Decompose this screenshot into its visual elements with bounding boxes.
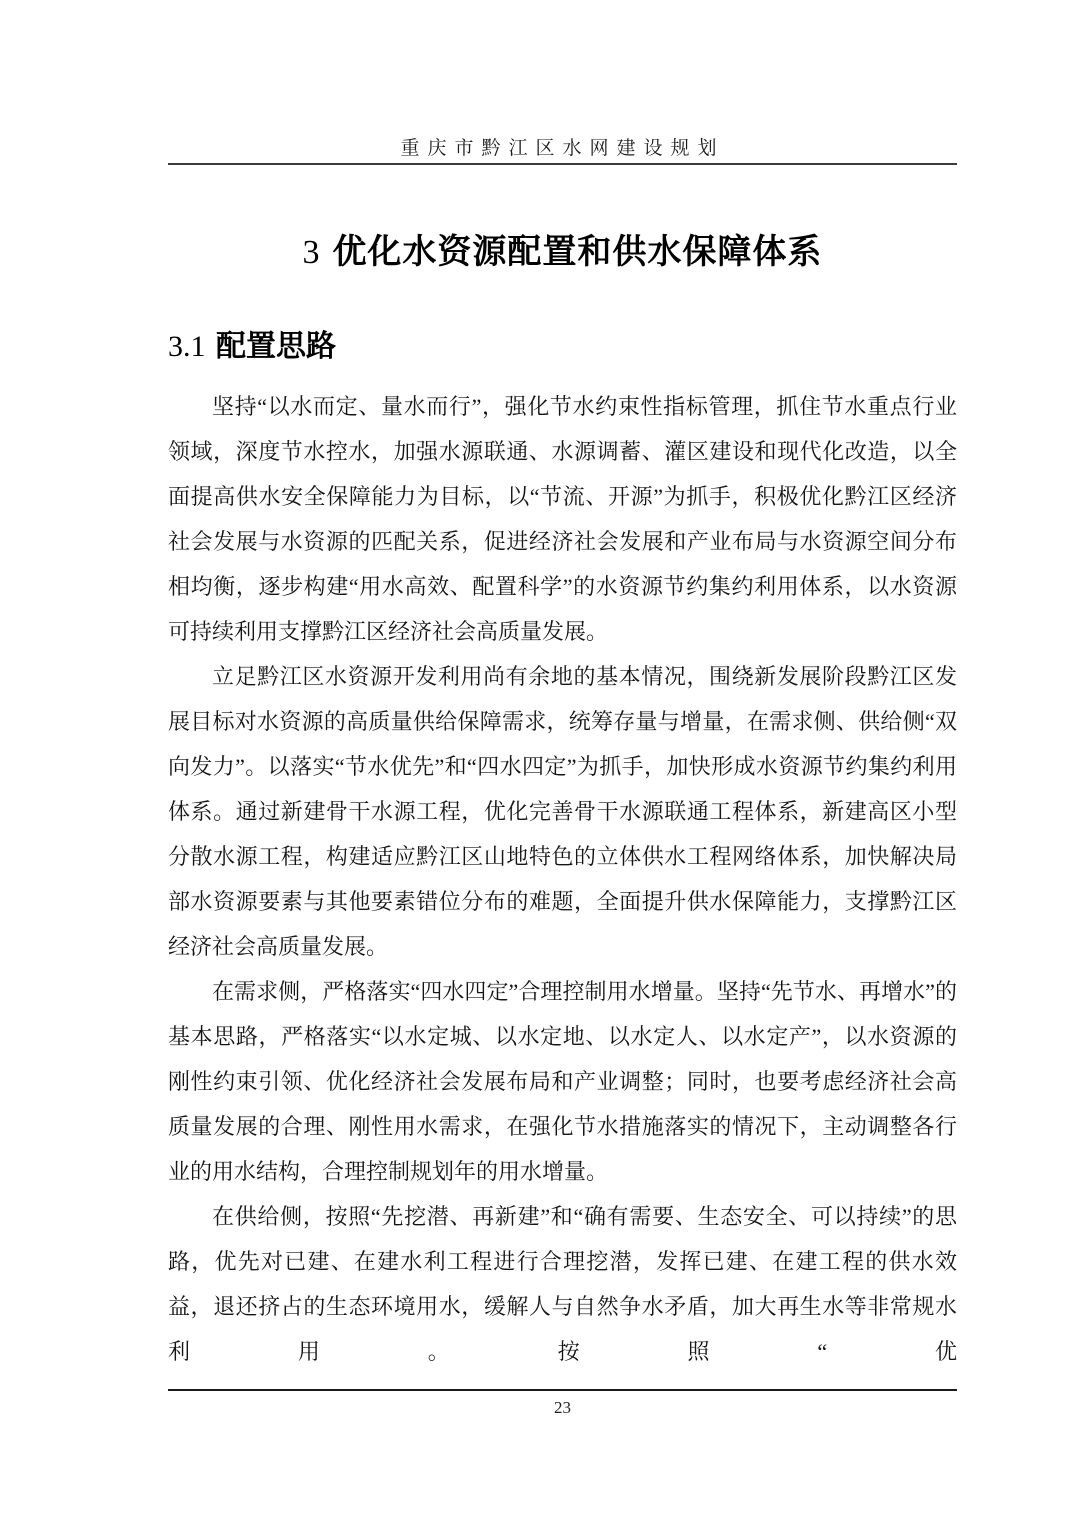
header-divider bbox=[168, 163, 957, 165]
footer-divider bbox=[168, 1389, 957, 1391]
chapter-number: 3 bbox=[302, 234, 321, 271]
section-number: 3.1 bbox=[168, 330, 206, 363]
section-heading bbox=[168, 321, 957, 365]
chapter-title-text: 优化水资源配置和供水保障体系 bbox=[332, 233, 823, 271]
page-number: 23 bbox=[554, 1398, 571, 1417]
paragraph-2: 立足黔江区水资源开发利用尚有余地的基本情况，围绕新发展阶段黔江区发展目标对水资源的高质量供给保障需求，统筹存量与增量，在需求侧、供给侧“双向发力”。以落实“节水优先”和“四水四定”为抓手，加快形成水资源节约集约利用体系。通过新建骨干水源工程，优化完善骨干水源联通工程体系，新建高区小型分散水源工程，构建适应黔江区山地特色的立体供水工程网络体系，加快解决局部水资源要素与其他要素错位分布的难题，全面提升供水保障能力，支撑黔江区经济社会高质量发展。 bbox=[168, 664, 957, 959]
paragraph-4: 在供给侧，按照“先挖潜、再新建”和“确有需要、生态安全、可以持续”的思路，优先对已建、在建水利工程进行合理挖潜，发挥已建、在建工程的供水效益，退还挤占的生态环境用水，缓解人与自然争水矛盾，加大再生水等非常规水利用。按照“优 bbox=[168, 1204, 957, 1364]
paragraph-1: 坚持“以水而定、量水而行”，强化节水约束性指标管理，抓住节水重点行业领域，深度节水控水，加强水源联通、水源调蓄、灌区建设和现代化改造，以全面提高供水安全保障能力为目标，以“节流、开源”为抓手，积极优化黔江区经济社会发展与水资源的匹配关系，促进经济社会发展和产业布局与水资源空间分布相均衡，逐步构建“用水高效、配置科学”的水资源节约集约利用体系，以水资源可持续利用支撑黔江区经济社会高质量发展。 bbox=[168, 394, 957, 644]
paragraph-3: 在需求侧，严格落实“四水四定”合理控制用水增量。坚持“先节水、再增水”的基本思路，严格落实“以水定城、以水定地、以水定人、以水定产”，以水资源的刚性约束引领、优化经济社会发展布局和产业调整；同时，也要考虑经济社会高质量发展的合理、刚性用水需求，在强化节水措施落实的情况下，主动调整各行业的用水结构，合理控制规划年的用水增量。 bbox=[168, 979, 957, 1184]
header-title: 重庆市黔江区水网建设规划 bbox=[400, 138, 725, 159]
page-header bbox=[168, 133, 957, 160]
chapter-title bbox=[168, 224, 957, 273]
body-text bbox=[168, 384, 957, 1374]
section-title-text: 配置思路 bbox=[216, 330, 336, 363]
